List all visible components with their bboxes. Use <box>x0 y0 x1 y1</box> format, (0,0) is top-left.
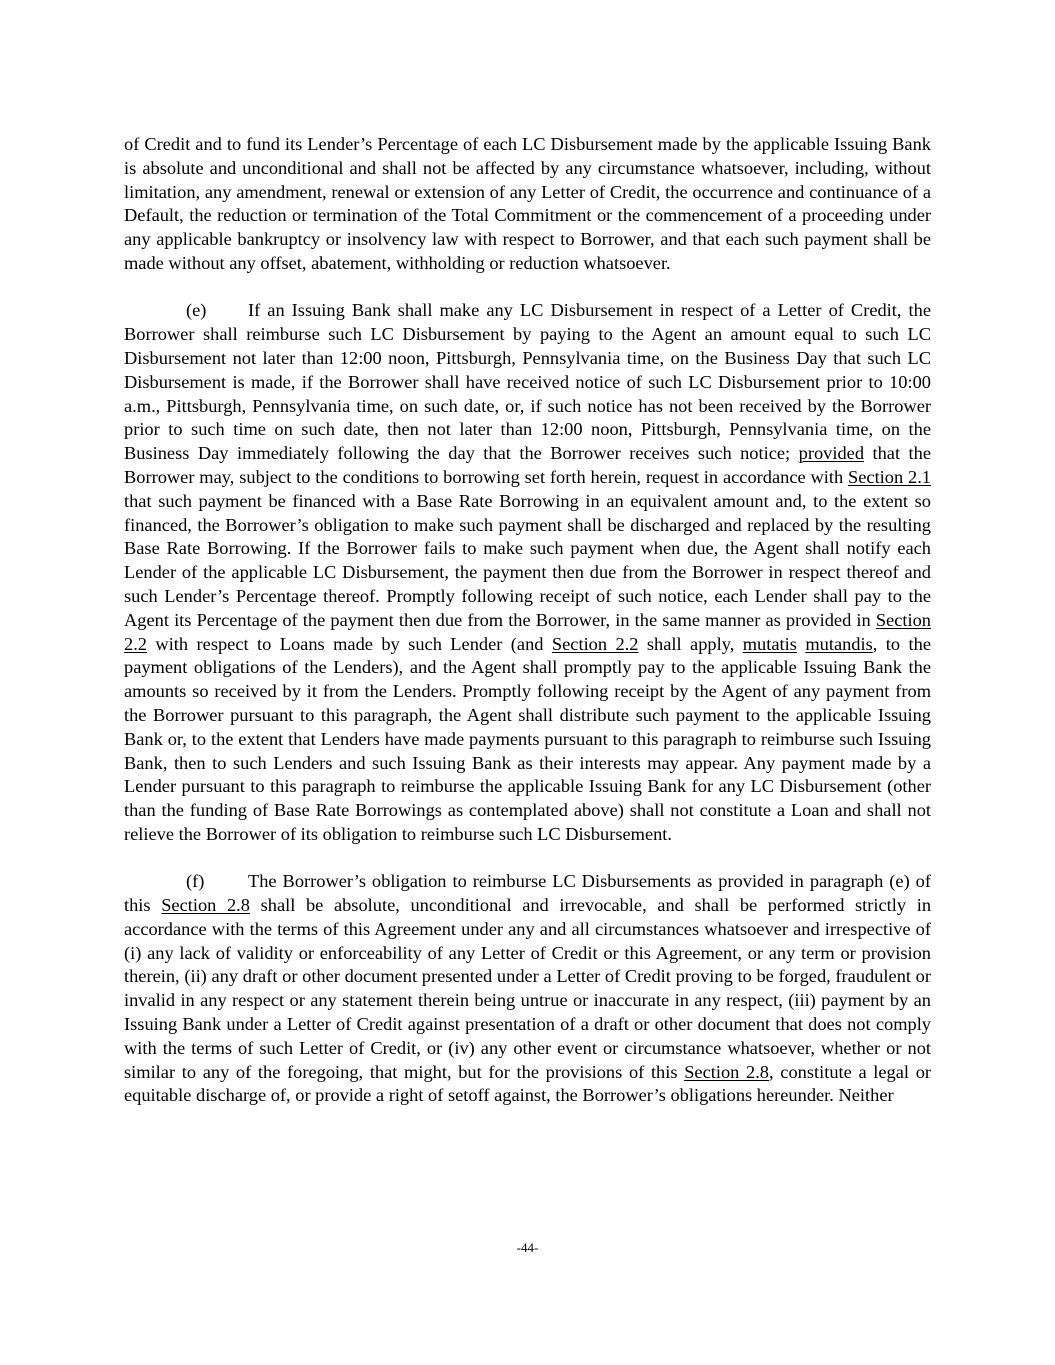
paragraph-e <box>124 299 931 846</box>
section-2-2-reference: Section 2.2 <box>551 633 639 654</box>
paragraph-f-text: shall be absolute, unconditional and irrevocable, and shall be performed strictly in accordance with the terms of this Agreement under any and all circumstances whatsoever and irrespective of (i) any lack of validity or enforceability of any Letter of Credit or this Agreement, or any term or provision therein, (ii) any draft or other document presented under a Letter of Credit proving to be forged, fraudulent or invalid in any respect or any statement therein being untrue or inaccurate in any respect, (iii) payment by an Issuing Bank under a Letter of Credit against presentation of a draft or other document that does not comply with the terms of such Letter of Credit, or (iv) any other event or circumstance whatsoever, whether or not similar to any of the foregoing, that might, but for the provisions of this <box>124 895 932 1082</box>
paragraph-e-text: If an Issuing Bank shall make any LC Disbursement in respect of a Letter of Credit, the Borrower shall reimburse such LC Disbursement by paying to the Agent an amount equal to such LC Disbursement not later than 12:00 noon, Pittsburgh, Pennsylvania time, on the Business Day that such LC Disbursement is made, if the Borrower shall have received notice of such LC Disbursement prior to 10:00 a.m., Pittsburgh, Pennsylvania time, on such date, or, if such notice has not been received by the Borrower prior to such time on such date, then not later than 12:00 noon, Pittsburgh, Pennsylvania time, on the Business Day immediately following the day that the Borrower receives such notice; <box>124 300 931 464</box>
paragraph-e-text: that such payment be financed with a Base Rate Borrowing in an equivalent amount and, to the extent so financed, the Borrower’s obligation to make such payment shall be discharged and replaced by the resulting Base Rate Borrowing. If the Borrower fails to make such payment when due, the Agent shall notify each Lender of the applicable LC Disbursement, the payment then due from the Borrower in respect thereof and such Lender’s Percentage thereof. Promptly following receipt of such notice, each Lender shall pay to the Agent its Percentage of the payment then due from the Borrower, in the same manner as provided in <box>124 490 931 630</box>
section-2-2-reference: Section 2.2 <box>124 609 931 654</box>
mutandis-term: mutandis <box>805 633 873 654</box>
page-number: -44- <box>516 1240 539 1255</box>
paragraph-f-text: , constitute a legal or equitable discharge of, or provide a right of setoff against, the Borrower’s obligations hereunder. Neither <box>124 1061 932 1106</box>
paragraph-e-label: (e) <box>186 300 207 321</box>
paragraph-e-text: that the Borrower may, subject to the conditions to borrowing set forth herein, request in accordance with <box>124 443 931 487</box>
paragraph-f <box>124 870 931 1108</box>
mutatis-term: mutatis <box>742 633 797 654</box>
paragraph-e-text: shall apply, <box>638 633 743 654</box>
paragraph-d-continued: of Credit and to fund its Lender’s Percentage of each LC Disbursement made by the applicable Issuing Bank is absolute and unconditional and shall not be affected by any circumstance whatsoever, including, without limitation, any amendment, renewal or extension of any Letter of Credit, the occurrence and continuance of a Default, the reduction or termination of the Total Commitment or the commencement of a proceeding under any applicable bankruptcy or insolvency law with respect to Borrower, and that each such payment shall be made without any offset, abatement, withholding or reduction whatsoever. <box>124 134 931 273</box>
section-2-1-reference: Section 2.1 <box>848 466 932 487</box>
paragraph-f-text: The Borrower’s obligation to reimburse LC Disbursements as provided in paragraph (e) of this <box>124 871 931 916</box>
paragraph-f-label: (f) <box>186 871 205 892</box>
section-2-8-reference: Section 2.8 <box>684 1061 770 1082</box>
provided-term: provided <box>798 443 865 464</box>
section-2-8-reference: Section 2.8 <box>161 895 250 916</box>
document-page <box>124 133 931 1132</box>
paragraph-e-text: with respect to Loans made by such Lender (and <box>147 633 552 654</box>
paragraph-e-text: , to the payment obligations of the Lenders), and the Agent shall promptly pay to the applicable Issuing Bank the amounts so received by it from the Lenders. Promptly following receipt by the Agent of any payment from the Borrower pursuant to this paragraph, the Agent shall distribute such payment to the applicable Issuing Bank or, to the extent that Lenders have made payments pursuant to this paragraph to reimburse such Issuing Bank, then to such Lenders and such Issuing Bank as their interests may appear. Any payment made by a Lender pursuant to this paragraph to reimburse the applicable Issuing Bank for any LC Disbursement (other than the funding of Base Rate Borrowings as contemplated above) shall not constitute a Loan and shall not relieve the Borrower of its obligation to reimburse such LC Disbursement. <box>124 633 931 844</box>
